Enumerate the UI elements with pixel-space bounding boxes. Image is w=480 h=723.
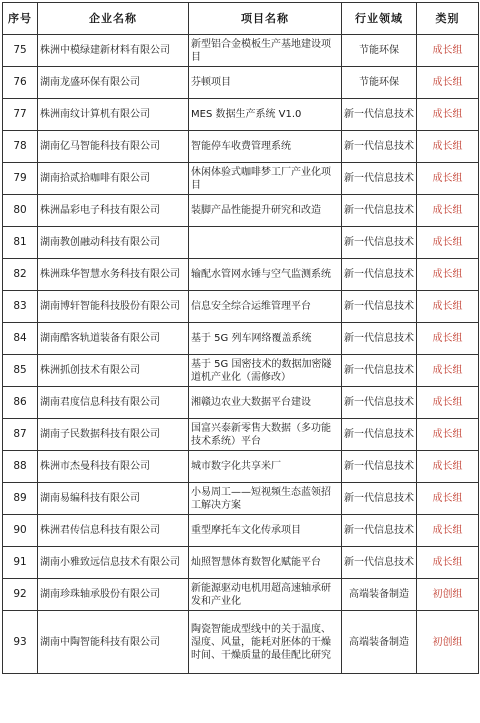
category-badge: 初创组 (417, 579, 479, 611)
project-name: 国富兴泰新零售大数据（多功能技术系统）平台 (189, 419, 342, 451)
header-category: 类别 (417, 3, 479, 35)
row-number: 84 (3, 323, 38, 355)
category-badge: 成长组 (417, 195, 479, 227)
company-name: 株洲君传信息科技有限公司 (38, 515, 189, 547)
company-name: 湖南易编科技有限公司 (38, 483, 189, 515)
table-row (3, 259, 479, 291)
project-name: 芬顿项目 (189, 67, 342, 99)
category-badge: 成长组 (417, 419, 479, 451)
table-row (3, 355, 479, 387)
project-name: 新能源驱动电机用超高速轴承研发和产业化 (189, 579, 342, 611)
category-badge: 成长组 (417, 227, 479, 259)
industry-field: 新一代信息技术 (342, 99, 417, 131)
project-name: 小易周工——短视频生态蓝领招工解决方案 (189, 483, 342, 515)
header-industry: 行业领域 (342, 3, 417, 35)
industry-field: 新一代信息技术 (342, 547, 417, 579)
project-name: 陶瓷智能成型线中的关于温度、湿度、风量，能耗对胚体的干燥时间、干燥质量的最佳配比研究 (189, 611, 342, 674)
industry-field: 新一代信息技术 (342, 387, 417, 419)
row-number: 80 (3, 195, 38, 227)
company-name: 湖南子民数据科技有限公司 (38, 419, 189, 451)
project-name: 新型铝合金模板生产基地建设项目 (189, 35, 342, 67)
project-name: 输配水管网水锤与空气监测系统 (189, 259, 342, 291)
industry-field: 高端装备制造 (342, 579, 417, 611)
industry-field: 新一代信息技术 (342, 483, 417, 515)
row-number: 89 (3, 483, 38, 515)
company-name: 湖南龙盛环保有限公司 (38, 67, 189, 99)
industry-field: 新一代信息技术 (342, 163, 417, 195)
company-name: 湖南小雅致远信息技术有限公司 (38, 547, 189, 579)
company-name: 湖南博轩智能科技股份有限公司 (38, 291, 189, 323)
category-badge: 成长组 (417, 259, 479, 291)
category-badge: 成长组 (417, 163, 479, 195)
enterprise-table (2, 2, 479, 674)
row-number: 92 (3, 579, 38, 611)
table-row (3, 99, 479, 131)
industry-field: 新一代信息技术 (342, 515, 417, 547)
row-number: 86 (3, 387, 38, 419)
table-row (3, 291, 479, 323)
project-name: 信息安全综合运维管理平台 (189, 291, 342, 323)
project-name: 基于 5G 列车网络覆盖系统 (189, 323, 342, 355)
company-name: 湖南拾贰拾咖啡有限公司 (38, 163, 189, 195)
category-badge: 成长组 (417, 67, 479, 99)
row-number: 75 (3, 35, 38, 67)
company-name: 湖南珍珠轴承股份有限公司 (38, 579, 189, 611)
row-number: 93 (3, 611, 38, 674)
table-row (3, 387, 479, 419)
company-name: 湖南教创融动科技有限公司 (38, 227, 189, 259)
category-badge: 成长组 (417, 131, 479, 163)
project-name: 重型摩托车文化传承项目 (189, 515, 342, 547)
company-name: 株洲晶彩电子科技有限公司 (38, 195, 189, 227)
table-row (3, 195, 479, 227)
project-name: 基于 5G 国密技术的数据加密隧道机产业化（需修改） (189, 355, 342, 387)
table-row (3, 67, 479, 99)
category-badge: 成长组 (417, 451, 479, 483)
industry-field: 新一代信息技术 (342, 323, 417, 355)
category-badge: 成长组 (417, 35, 479, 67)
table-row (3, 227, 479, 259)
table-row (3, 451, 479, 483)
table-row (3, 419, 479, 451)
table-body (3, 35, 479, 674)
header-project: 项目名称 (189, 3, 342, 35)
company-name: 湖南酷客轨道装备有限公司 (38, 323, 189, 355)
industry-field: 节能环保 (342, 35, 417, 67)
project-name: 休闲体验式咖啡梦工厂产业化项目 (189, 163, 342, 195)
row-number: 85 (3, 355, 38, 387)
row-number: 81 (3, 227, 38, 259)
row-number: 82 (3, 259, 38, 291)
row-number: 78 (3, 131, 38, 163)
table-row (3, 547, 479, 579)
table-row (3, 35, 479, 67)
company-name: 湖南中陶智能科技有限公司 (38, 611, 189, 674)
project-name: 灿照智慧体育数智化赋能平台 (189, 547, 342, 579)
industry-field: 新一代信息技术 (342, 419, 417, 451)
row-number: 77 (3, 99, 38, 131)
header-num: 序号 (3, 3, 38, 35)
company-name: 株洲珠华智慧水务科技有限公司 (38, 259, 189, 291)
industry-field: 新一代信息技术 (342, 355, 417, 387)
industry-field: 新一代信息技术 (342, 291, 417, 323)
industry-field: 新一代信息技术 (342, 131, 417, 163)
row-number: 76 (3, 67, 38, 99)
company-name: 株洲南纹计算机有限公司 (38, 99, 189, 131)
category-badge: 成长组 (417, 323, 479, 355)
industry-field: 新一代信息技术 (342, 451, 417, 483)
category-badge: 初创组 (417, 611, 479, 674)
table-row (3, 611, 479, 674)
table-row (3, 579, 479, 611)
project-name: MES 数据生产系统 V1.0 (189, 99, 342, 131)
row-number: 90 (3, 515, 38, 547)
table-row (3, 163, 479, 195)
industry-field: 新一代信息技术 (342, 195, 417, 227)
industry-field: 新一代信息技术 (342, 259, 417, 291)
row-number: 79 (3, 163, 38, 195)
table-row (3, 323, 479, 355)
category-badge: 成长组 (417, 515, 479, 547)
project-name: 城市数字化共享米厂 (189, 451, 342, 483)
project-name: 装脚产品性能提升研究和改造 (189, 195, 342, 227)
category-badge: 成长组 (417, 387, 479, 419)
row-number: 88 (3, 451, 38, 483)
category-badge: 成长组 (417, 291, 479, 323)
category-badge: 成长组 (417, 355, 479, 387)
project-name: 智能停车收费管理系统 (189, 131, 342, 163)
company-name: 株洲中模绿建新材料有限公司 (38, 35, 189, 67)
company-name: 株洲抓创技术有限公司 (38, 355, 189, 387)
header-row (3, 3, 479, 35)
row-number: 83 (3, 291, 38, 323)
industry-field: 新一代信息技术 (342, 227, 417, 259)
header-company: 企业名称 (38, 3, 189, 35)
company-name: 湖南亿马智能科技有限公司 (38, 131, 189, 163)
category-badge: 成长组 (417, 99, 479, 131)
project-name (189, 227, 342, 259)
table-row (3, 131, 479, 163)
project-name: 湘赣边农业大数据平台建设 (189, 387, 342, 419)
category-badge: 成长组 (417, 483, 479, 515)
category-badge: 成长组 (417, 547, 479, 579)
row-number: 91 (3, 547, 38, 579)
industry-field: 节能环保 (342, 67, 417, 99)
company-name: 湖南君度信息科技有限公司 (38, 387, 189, 419)
table-row (3, 515, 479, 547)
company-name: 株洲市杰曼科技有限公司 (38, 451, 189, 483)
industry-field: 高端装备制造 (342, 611, 417, 674)
table-row (3, 483, 479, 515)
row-number: 87 (3, 419, 38, 451)
